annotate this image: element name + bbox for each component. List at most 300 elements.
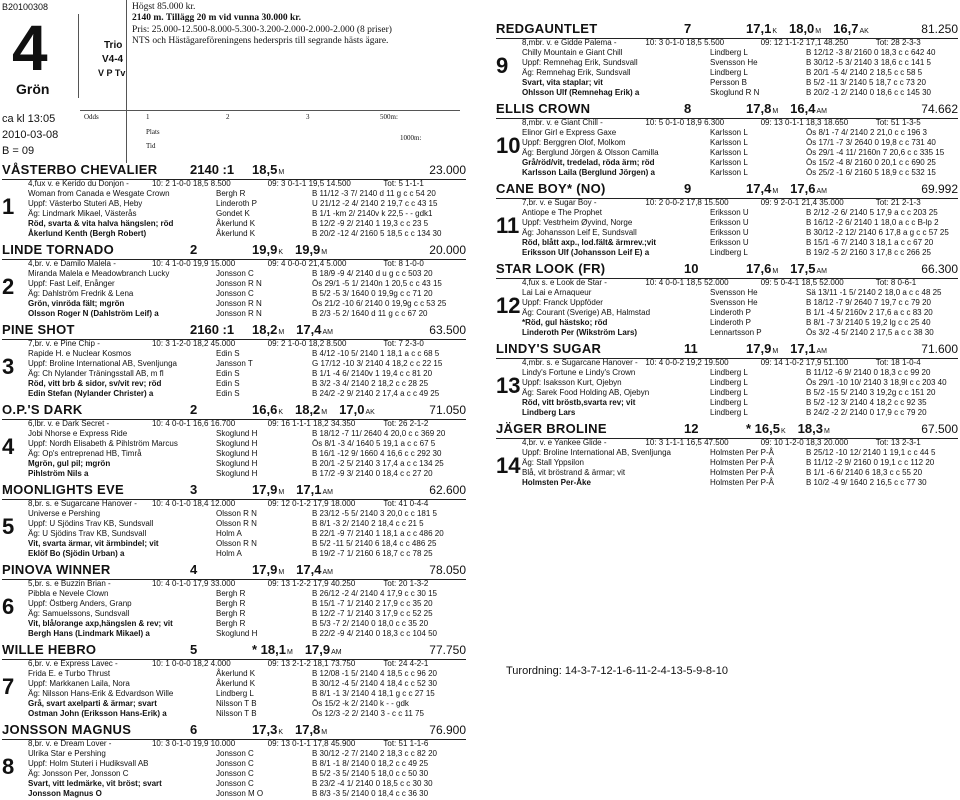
driver: Jonsson C: [216, 769, 254, 778]
info-text: Grå, svart axelparti & ärmar; svart: [28, 699, 157, 708]
race-type: Trio: [104, 40, 123, 51]
race-result: Ös 29/1 -5 1/ 2140n 1 20,5 c c 43 15: [312, 279, 442, 288]
info-text: Rapide H. e Nuclear Kosmos: [28, 349, 132, 358]
driver: Bergh R: [216, 609, 246, 618]
horse-stat: 4: [190, 562, 198, 577]
horse-record: 17,3: [252, 722, 278, 737]
record-suffix: M: [321, 249, 328, 256]
info-text: Äg: Lindmark Mikael, Västerås: [28, 209, 137, 218]
race-result: B 18/12 -7 9/ 2640 7 19,7 c c 79 20: [806, 298, 931, 307]
race-conditions: [132, 2, 452, 48]
driver: Nilsson T B: [216, 699, 257, 708]
start-number: 3: [2, 354, 15, 379]
driver: Jonsson R N: [216, 309, 262, 318]
race-result: B 30/12 -4 5/ 2140 4 18,4 c c 52 30: [312, 679, 437, 688]
race-result: B 2/12 -2 6/ 2140 5 17,9 a c c 203 25: [806, 208, 938, 217]
horse-earnings: 77.750: [429, 643, 466, 657]
horse-header: [496, 342, 958, 359]
info-text: Äg: Johansson Leif E, Sundsvall: [522, 228, 637, 237]
info-text: Uppf: Fast Leif, Enånger: [28, 279, 115, 288]
horse-name: PINE SHOT: [2, 322, 75, 337]
horse-name: JONSSON MAGNUS: [2, 722, 132, 737]
horse-name: VÅSTERBO CHEVALIER: [2, 162, 158, 177]
driver: Åkerlund K: [216, 669, 256, 678]
info-text: Antiope e The Prophet: [522, 208, 602, 217]
pedigree-stats: 09: 9 2-0-1 21,4 35.000: [760, 198, 844, 207]
horse-info-row: [496, 479, 958, 489]
info-text: Äg: Stall Yppsilon: [522, 458, 584, 467]
race-result: B 18/12 -7 11/ 2640 4 20,0 c c 369 20: [312, 429, 446, 438]
split-500: 500m:: [380, 113, 398, 121]
pedigree-stats: 10: 4 1-0-0 19,9 15.000: [151, 259, 236, 268]
pedigree-stats: 7,br. v. e Pine Chip -: [28, 339, 100, 348]
horse-name: CANE BOY* (NO): [496, 181, 606, 196]
driver: Åkerlund K: [216, 229, 256, 238]
odds-col: 3: [306, 113, 310, 121]
driver: Jonsson M O: [216, 789, 264, 798]
info-text: *Röd, gul hästsko; röd: [522, 318, 608, 327]
horse-record-2: 17,8: [294, 722, 321, 737]
pedigree-stats: 10: 2 0-0-2 17,8 15.500: [645, 198, 729, 207]
horse-stat: 6: [190, 722, 198, 737]
horse-info-row: [2, 790, 466, 800]
driver: Lennartsson P: [710, 328, 762, 337]
pedigree-stats: 09: 2 1-0-0 18,2 8.500: [267, 339, 347, 348]
horse-entry: [2, 643, 466, 720]
record-suffix: AM: [816, 348, 827, 355]
race-result: B 30/12 -5 3/ 2140 3 18,6 c c 141 5: [806, 58, 931, 67]
race-result: Ös 25/2 -1 6/ 2160 5 18,9 c c 532 15: [806, 168, 936, 177]
horse-entry: [2, 483, 466, 560]
pedigree-stats: Tot: 18 1-0-4: [875, 358, 921, 367]
record-suffix: M: [772, 268, 779, 275]
race-result: B 16/12 -2 6/ 2140 1 18,0 a c c B-lp 2: [806, 218, 939, 227]
info-text: Uppf: Berggren Olof, Molkom: [522, 138, 626, 147]
info-text: Ostman John (Eriksson Hans-Erik) a: [28, 709, 167, 718]
pedigree-stats: Tot: 51 1-3-5: [875, 118, 921, 127]
pedigree-stats: 4,br. v. e Damilo Malela -: [28, 259, 116, 268]
info-text: Blå, vit bröstrand & ärmar; vit: [522, 468, 626, 477]
info-text: Eklöf Bo (Sjödin Urban) a: [28, 549, 125, 558]
race-result: B 26/12 -2 4/ 2140 4 17,9 c c 30 15: [312, 589, 437, 598]
horse-stat: 10: [684, 261, 699, 276]
horse-earnings: 78.050: [429, 563, 466, 577]
record-suffix: AK: [365, 409, 375, 416]
horse-stat: 11: [684, 341, 698, 356]
horse-info-row: [496, 409, 958, 419]
race-result: B 19/2 -7 1/ 2160 6 18,7 c c 78 25: [312, 549, 433, 558]
info-text: Uppf: Broline International AB, Svenljunga: [522, 448, 671, 457]
horse-entry: [2, 323, 466, 400]
race-number-box: [2, 14, 74, 98]
info-text: Äg: U Sjödins Trav KB, Sundsvall: [28, 529, 147, 538]
conditions-line: NTS och Hästägareföreningens hederspris till segrande hästs ägare.: [132, 36, 389, 47]
driver: Eriksson U: [710, 228, 749, 237]
race-result: Ös 8/1 -3 4/ 1640 5 19,1 a c c 67 5: [312, 439, 436, 448]
pedigree-stats: Tot: 41 0-4-4: [383, 499, 429, 508]
race-result: Ös 15/2 -k 2/ 2140 k - - gdk: [312, 699, 409, 708]
start-number: 8: [2, 754, 15, 779]
driver: Karlsson L: [710, 128, 748, 137]
page-id: B20100308: [2, 2, 49, 12]
pedigree-stats: 10: 3 0-1-0 18,5 5.500: [645, 38, 725, 47]
horse-info-row: [496, 169, 958, 179]
pedigree-stats: 09: 12 1-1-2 17,1 48.250: [760, 38, 849, 47]
info-text: Äg: Samuelssons, Sundsvall: [28, 609, 130, 618]
race-result: B 10/2 -4 9/ 1640 2 16,5 c c 77 30: [806, 478, 927, 487]
pedigree-stats: 10: 4 0-1-0 18,4 12.000: [151, 499, 236, 508]
record-suffix: K: [772, 28, 777, 35]
record-suffix: AK: [859, 28, 869, 35]
race-result: B 20/2 -12 4/ 2160 5 18,5 c c 134 30: [312, 229, 442, 238]
pedigree-stats: 09: 13 0-1-1 18,3 18.650: [760, 118, 849, 127]
race-result: B 23/2 -4 1/ 2140 0 18,5 c c 30 30: [312, 779, 433, 788]
pedigree-stats: 8,mbr. v. e Gidde Palema -: [522, 38, 617, 47]
record-suffix: M: [321, 729, 328, 736]
odds-col: 1: [146, 113, 150, 121]
race-result: B 1/1 -6 6/ 2140 6 18,3 c c 55 20: [806, 468, 923, 477]
horse-entry: [496, 22, 958, 99]
horse-stat: 2160 :1: [190, 322, 235, 337]
driver: Åkerlund K: [216, 219, 256, 228]
pedigree-stats: 09: 13 0-1-1 17,8 45.900: [267, 739, 356, 748]
horse-name: WILLE HEBRO: [2, 642, 97, 657]
race-result: Ös 3/2 -4 5/ 2140 2 17,5 a c c 38 30: [806, 328, 934, 337]
race-result: Ös 8/1 -7 4/ 2140 2 21,0 c c 196 3: [806, 128, 927, 137]
driver: Edin S: [216, 349, 240, 358]
horse-entry: [2, 723, 466, 800]
pedigree-stats: 4,mbr. s. e Sugarcane Hanover -: [522, 358, 638, 367]
info-text: Uppf: Holm Stuteri i Hudiksvall AB: [28, 759, 149, 768]
pedigree-stats: 09: 5 0-4-1 18,5 52.000: [760, 278, 844, 287]
driver: Holmsten Per P-Å: [710, 468, 775, 477]
race-result: B 5/3 -7 2/ 2140 0 18,0 c c 35 20: [312, 619, 429, 628]
horse-stat: 9: [684, 181, 692, 196]
horse-name: JÄGER BROLINE: [496, 421, 607, 436]
conditions-line: 2140 m. Tillägg 20 m vid vunna 30.000 kr.: [132, 13, 302, 24]
horse-header: [2, 723, 466, 740]
driver: Linderoth P: [710, 308, 751, 317]
driver: Nilsson T B: [216, 709, 257, 718]
pedigree-stats: 09: 3 0-1-1 19,5 14.500: [267, 179, 351, 188]
driver: Holm A: [216, 529, 242, 538]
info-text: Pibbla e Nevele Clown: [28, 589, 109, 598]
horse-stat: 2: [190, 402, 198, 417]
conditions-line: Högst 85.000 kr.: [132, 2, 196, 12]
start-number: 10: [496, 133, 521, 158]
info-text: Eriksson Ulf (Johansson Leif E) a: [522, 248, 650, 257]
driver: Jonsson C: [216, 759, 254, 768]
driver: Lindberg L: [710, 398, 748, 407]
race-pool: V4-4: [102, 54, 124, 65]
horse-header: [2, 243, 466, 260]
horse-earnings: 76.900: [429, 723, 466, 737]
plats-label: Plats: [146, 128, 160, 136]
race-result: B 3/2 -3 4/ 2140 2 18,2 c c 28 25: [312, 379, 429, 388]
record-suffix: M: [278, 169, 285, 176]
driver: Jonsson C: [216, 749, 254, 758]
driver: Holmsten Per P-Å: [710, 458, 775, 467]
driver: Lindberg L: [710, 68, 748, 77]
race-result: Ös 21/2 -10 6/ 2140 0 19,9g c c 53 25: [312, 299, 447, 308]
pedigree-stats: Tot: 24 4-2-1: [383, 659, 429, 668]
info-text: Bergh Hans (Lindmark Mikael) a: [28, 629, 150, 638]
record-suffix: AM: [816, 188, 827, 195]
horse-info-row: [2, 390, 466, 400]
driver: Skoglund R N: [710, 88, 760, 97]
race-result: B 25/12 -10 12/ 2140 1 19,1 c c 44 5: [806, 448, 936, 457]
driver: Holm A: [216, 549, 242, 558]
record-suffix: M: [772, 108, 779, 115]
pedigree-stats: 10: 2 1-0-0 18,5 8.500: [151, 179, 231, 188]
record-suffix: M: [823, 428, 830, 435]
pedigree-stats: 09: 13 2-1-2 18,1 73.750: [267, 659, 356, 668]
driver: Linderoth P: [710, 318, 751, 327]
horse-header: [2, 643, 466, 660]
horse-earnings: 69.992: [921, 182, 958, 196]
start-number: 12: [496, 293, 521, 318]
start-number: 9: [496, 53, 509, 78]
horse-header: [496, 262, 958, 279]
horse-entry: [2, 563, 466, 640]
horse-record: * 18,1: [252, 642, 286, 657]
race-result: B 8/1 -1 8/ 2140 0 18,2 c c 49 25: [312, 759, 429, 768]
race-result: B 11/12 -3 7/ 2140 d 11 g c c 54 20: [312, 189, 436, 198]
race-time-block: [2, 112, 58, 160]
record-suffix: AM: [331, 649, 342, 656]
turn-order: Turordning: 14-3-7-12-1-6-11-2-4-13-5-9-8-10: [506, 665, 728, 677]
info-text: Röd, vitt bröstb,svarta rev; vit: [522, 398, 636, 407]
start-number: 11: [496, 213, 520, 238]
driver: Svensson He: [710, 298, 758, 307]
info-text: Universe e Pershing: [28, 509, 101, 518]
record-suffix: AM: [322, 489, 333, 496]
record-suffix: M: [772, 348, 779, 355]
info-text: Ulrika Star e Pershing: [28, 749, 106, 758]
pedigree-stats: 10: 4 0-1-0 17,9 33.000: [151, 579, 236, 588]
horse-record: 19,9: [252, 242, 278, 257]
info-text: Woman from Canada e Wesgate Crown: [28, 189, 170, 198]
horse-stat: 2: [190, 242, 198, 257]
driver: Holmsten Per P-Å: [710, 478, 775, 487]
race-extra: V P Tv: [98, 68, 126, 78]
record-suffix: M: [772, 188, 779, 195]
race-result: Ös 29/1 -4 11/ 2160n 7 20,6 c c 335 15: [806, 148, 945, 157]
horse-stat: 2140 :1: [190, 162, 235, 177]
driver: Holmsten Per P-Å: [710, 448, 775, 457]
horse-record-2: 17,4: [296, 322, 322, 337]
pedigree-stats: 6,br. v. e Express Lavec -: [28, 659, 118, 668]
race-result: Ös 29/1 -10 10/ 2140 3 18,9l c c 203 40: [806, 378, 947, 387]
horse-info-row: [2, 310, 466, 320]
pedigree-stats: 09: 13 1-2-2 17,9 40.250: [267, 579, 356, 588]
race-result: B 18/9 -9 4/ 2140 d u g c c 503 20: [312, 269, 433, 278]
driver: Edin S: [216, 369, 240, 378]
record-suffix: M: [321, 409, 328, 416]
race-result: B 12/2 -7 1/ 2140 3 17,9 c c 52 25: [312, 609, 433, 618]
pedigree-stats: Tot: 20 1-3-2: [383, 579, 429, 588]
info-text: Äg: Berglund Jörgen & Olsson Camilla: [522, 148, 659, 157]
race-result: B 8/1 -3 2/ 2140 2 18,4 c c 21 5: [312, 519, 424, 528]
pedigree-stats: Tot: 7 2-3-0: [383, 339, 424, 348]
record-suffix: M: [278, 489, 285, 496]
race-surface: Grön: [16, 81, 50, 97]
info-text: Lindy's Fortune e Lindy's Crown: [522, 368, 636, 377]
horse-earnings: 67.500: [921, 422, 958, 436]
race-result: B 1/1 -4 5/ 2160v 2 17,6 a c c 83 20: [806, 308, 933, 317]
horse-record-2: 18,3: [797, 421, 823, 436]
info-text: Edin Stefan (Nylander Christer) a: [28, 389, 154, 398]
race-result: Ös 15/2 -4 8/ 2160 0 20,1 c c 690 25: [806, 158, 936, 167]
odds-box: [80, 110, 460, 162]
pedigree-stats: 09: 16 1-1-1 18,2 34.350: [267, 419, 356, 428]
driver: Olsson R N: [216, 519, 257, 528]
info-text: Svart, vita staplar; vit: [522, 78, 603, 87]
horse-name: ELLIS CROWN: [496, 101, 591, 116]
horse-record-2: 17,4: [296, 562, 322, 577]
horse-stat: 8: [684, 101, 692, 116]
driver: Lindberg L: [710, 248, 748, 257]
horse-entry: [2, 403, 466, 480]
race-result: B 20/2 -1 2/ 2140 0 18,6 c c 145 30: [806, 88, 931, 97]
info-text: Uppf: Remnehag Erik, Sundsvall: [522, 58, 638, 67]
horse-header: [2, 163, 466, 180]
race-result: B 5/2 -3 5/ 2140 5 18,0 c c 50 30: [312, 769, 429, 778]
race-result: B 22/2 -9 4/ 2140 0 18,3 c c 104 50: [312, 629, 437, 638]
info-text: Uppf: Franck Uppföder: [522, 298, 603, 307]
race-date: 2010-03-08: [2, 128, 59, 141]
driver: Skoglund H: [216, 469, 258, 478]
horse-record: 18,5: [252, 162, 278, 177]
horse-name: STAR LOOK (FR): [496, 261, 606, 276]
info-text: Miranda Malela e Meadowbranch Lucky: [28, 269, 170, 278]
race-result: B 30/12 -2 7/ 2140 2 18,3 c c 82 20: [312, 749, 437, 758]
tid-label: Tid: [146, 142, 156, 150]
record-suffix: AM: [816, 108, 827, 115]
driver: Gondet K: [216, 209, 250, 218]
horse-record: 17,9: [252, 482, 278, 497]
driver: Persson B: [710, 78, 747, 87]
driver: Karlsson L: [710, 158, 748, 167]
horse-stat: 3: [190, 482, 198, 497]
pedigree-stats: 09: 14 1-0-2 17,9 51.100: [760, 358, 849, 367]
driver: Skoglund H: [216, 629, 258, 638]
race-result: B 1/1 -4 6/ 2140v 1 19,4 c c 81 20: [312, 369, 433, 378]
race-b: B = 09: [2, 144, 35, 157]
race-result: Sä 13/11 -1 5/ 2140 2 18,0 a c c 48 25: [806, 288, 942, 297]
pedigree-stats: 10: 1 0-0-0 18,2 4.000: [151, 659, 231, 668]
driver: Eriksson U: [710, 208, 749, 217]
driver: Eriksson U: [710, 238, 749, 247]
race-result: B 11/12 -6 9/ 2140 0 18,3 c c 99 20: [806, 368, 931, 377]
conditions-line: Pris: 25.000-12.500-8.000-5.300-3.200-2.000-2.000-2.000 (8 priser): [132, 24, 392, 35]
info-text: Äg: Jonsson Per, Jonsson C: [28, 769, 129, 778]
horse-record-2: 17,1: [296, 482, 322, 497]
record-suffix: M: [278, 329, 285, 336]
pedigree-stats: 6,lbr. v. e Dark Secret -: [28, 419, 110, 428]
driver: Olsson R N: [216, 509, 257, 518]
horse-record-2: 17,1: [790, 341, 816, 356]
horse-record: 17,6: [746, 261, 772, 276]
horse-info-row: [496, 329, 958, 339]
driver: Åkerlund K: [216, 679, 256, 688]
info-text: Karlsson Laila (Berglund Jörgen) a: [522, 168, 655, 177]
race-result: B 5/2 -12 3/ 2140 4 18,2 c c 92 35: [806, 398, 927, 407]
horse-header: [496, 182, 958, 199]
driver: Lindberg L: [710, 368, 748, 377]
horse-header: [2, 323, 466, 340]
horse-record-2: 19,9: [294, 242, 321, 257]
info-text: Äg: Ch Nylander Träningsstall AB, m fl: [28, 369, 164, 378]
horse-record: 17,9: [746, 341, 772, 356]
info-text: Vit, blå/orange axp,hängslen & rev; vit: [28, 619, 173, 628]
driver: Skoglund H: [216, 439, 258, 448]
race-result: B 12/2 -9 2/ 2140 1 19,3 c c 23 5: [312, 219, 429, 228]
race-result: B 5/2 -5 3/ 1640 0 19,9g c c 71 20: [312, 289, 433, 298]
race-result: B 5/2 -15 5/ 2140 3 19,2g c c 151 20: [806, 388, 936, 397]
race-result: B 8/3 -3 5/ 2140 0 18,4 c c 36 30: [312, 789, 429, 798]
horse-earnings: 66.300: [921, 262, 958, 276]
info-text: Uppf: Östberg Anders, Granp: [28, 599, 132, 608]
info-text: Äg: Nilsson Hans-Erik & Edvardson Wille: [28, 689, 174, 698]
horse-stat: 7: [684, 21, 692, 36]
horse-entry: [2, 163, 466, 240]
horse-record-2: 18,0: [788, 21, 815, 36]
race-result: B 30/12 -2 12/ 2140 6 17,8 a g c c 57 25: [806, 228, 949, 237]
record-suffix: K: [278, 409, 283, 416]
info-text: Chilly Mountain e Giant Chill: [522, 48, 623, 57]
driver: Karlsson L: [710, 148, 748, 157]
driver: Bergh R: [216, 589, 246, 598]
driver: Jonsson C: [216, 269, 254, 278]
horse-info-row: [2, 630, 466, 640]
horse-info-row: [2, 710, 466, 720]
pedigree-stats: 10: 3 1-2-0 18,2 45.000: [151, 339, 236, 348]
race-result: B 19/2 -5 2/ 2160 3 17,8 c c 266 25: [806, 248, 931, 257]
record-suffix: K: [278, 729, 283, 736]
horse-earnings: 20.000: [429, 243, 466, 257]
pedigree-stats: 8,br. v. e Dream Lover -: [28, 739, 112, 748]
horse-header: [496, 102, 958, 119]
horse-entry: [2, 243, 466, 320]
horse-info-row: [496, 89, 958, 99]
race-result: Ös 17/1 -7 3/ 2640 0 19,8 c c 731 40: [806, 138, 936, 147]
info-text: Pihlström Nils a: [28, 469, 89, 478]
pedigree-stats: Tot: 21 2-1-3: [875, 198, 921, 207]
info-text: Uppf: Nordh Elisabeth & Pihlström Marcus: [28, 439, 178, 448]
driver: Skoglund H: [216, 429, 258, 438]
pedigree-stats: Tot: 8 1-0-0: [383, 259, 424, 268]
info-text: Röd, svarta & vita halva hängslen; röd: [28, 219, 174, 228]
horse-earnings: 23.000: [429, 163, 466, 177]
info-text: Uppf: U Sjödins Trav KB, Sundsvall: [28, 519, 154, 528]
info-text: Svart, vitt ledmärke, vit bröst; svart: [28, 779, 162, 788]
info-text: Jonsson Magnus O: [28, 789, 102, 798]
info-text: Uppf: Markkanen Laila, Nora: [28, 679, 130, 688]
info-text: Jobi Nhorse e Express Ride: [28, 429, 128, 438]
pedigree-stats: Tot: 26 2-1-2: [383, 419, 429, 428]
race-result: B 24/2 -2 9/ 2140 2 17,4 a c c 49 25: [312, 389, 440, 398]
driver: Bergh R: [216, 619, 246, 628]
info-text: Lindberg Lars: [522, 408, 576, 417]
start-number: 13: [496, 373, 521, 398]
info-text: Äg: Sarek Food Holding AB, Ojebyn: [522, 388, 650, 397]
horse-name: REDGAUNTLET: [496, 21, 598, 36]
info-text: Äg: Courant (Sverige) AB, Halmstad: [522, 308, 651, 317]
horse-stat: 12: [684, 421, 699, 436]
driver: Jonsson C: [216, 779, 254, 788]
horse-header: [2, 483, 466, 500]
